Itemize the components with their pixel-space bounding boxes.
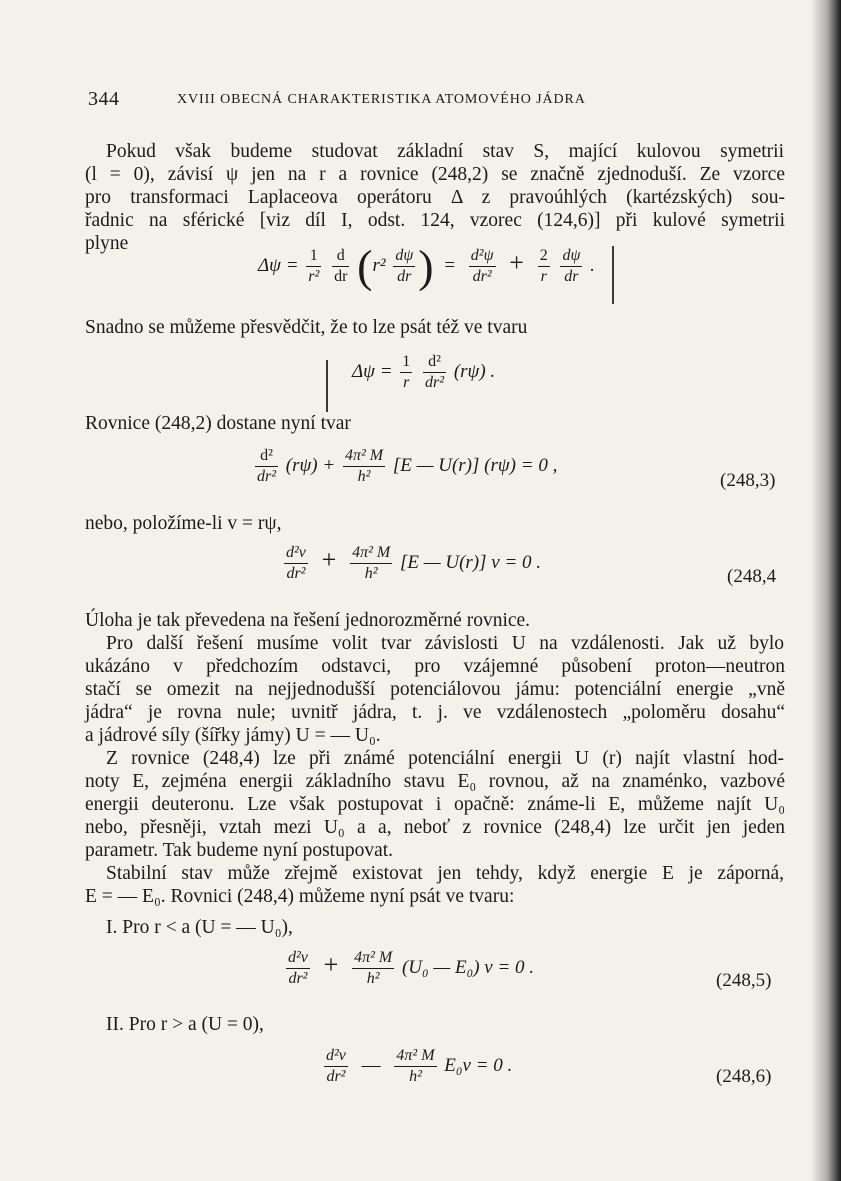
text-line: Stabilní stav může zřejmě existovat jen tehdy, když energie E je záporná, [106, 863, 784, 884]
eq-term: [E — U(r)] (rψ) = 0 , [392, 454, 558, 476]
fraction: $\frac{\text{4π² M}}{\text{h²}}$ [344, 447, 384, 485]
equation-number: (248,4 [727, 566, 777, 587]
eq-end: . [590, 254, 595, 276]
margin-bracket [612, 246, 614, 304]
text-line: nebo, položíme-li v = rψ, [85, 513, 282, 534]
fraction: $\frac{\text{d²}}{\text{dr²}}$ [425, 353, 445, 391]
fraction: $\frac{\text{d²v}}{\text{dr²}}$ [288, 949, 308, 987]
margin-bracket [326, 360, 328, 412]
fraction: $\frac{\text{4π² M}}{\text{h²}}$ [352, 544, 391, 582]
equation-248-4 [281, 543, 541, 584]
fraction: $\frac{\text{d²}}{\text{dr²}}$ [257, 447, 277, 485]
fraction: $\frac{d\psi}{dr}$ [395, 247, 414, 285]
text-line: Úloha je tak převedena na řešení jednorozměrné rovnice. [85, 610, 531, 631]
plus-sign: + [321, 544, 337, 574]
fraction: $\frac{\text{d²ψ}}{\text{dr²}}$ [470, 247, 494, 285]
running-head: XVIII OBECNÁ CHARAKTERISTIKA ATOMOVÉHO JÁDRA [177, 92, 586, 107]
text-line: řadnic na sférické [viz díl I, odst. 124, vzorec (124,6)] při kulové symetrii [85, 210, 785, 231]
fraction: $\frac{d\psi}{dr}$ [562, 247, 581, 285]
equation-number: (248,6) [716, 1066, 772, 1087]
text-line: ukázáno v předchozím odstavci, pro vzájemné působení proton—neutron [85, 656, 785, 677]
eq-sign: = [444, 254, 456, 276]
text-line: plyne [85, 233, 129, 254]
eq-term: (U₀ — E₀) v = 0 . [401, 956, 535, 978]
eq-term: [E — U(r)] v = 0 . [399, 551, 542, 573]
fraction: $\frac{\text{d²v}}{\text{dr²}}$ [286, 544, 306, 582]
text-line: II. Pro r > a (U = 0), [106, 1014, 264, 1035]
minus-sign: — [361, 1054, 381, 1076]
eq-term: (rψ) + [285, 454, 336, 476]
fraction: $\frac{1}{r}$ [402, 353, 411, 391]
text-line: Rovnice (248,2) dostane nyní tvar [85, 413, 351, 434]
fraction: $\frac{2}{r}$ [539, 247, 548, 285]
text-line: noty E, zejména energii základního stavu E₀ rovnou, až na znaménko, vazbové [85, 771, 785, 792]
eq-term: (rψ) . [453, 360, 496, 382]
text-line: E = — E₀. Rovnici (248,4) můžeme nyní psát ve tvaru: [85, 886, 515, 907]
plus-sign: + [323, 949, 339, 979]
equation-number: (248,3) [720, 470, 776, 491]
text-line: (l = 0), závisí ψ jen na r a rovnice (248,2) se značně zjednoduší. Ze vzorce [85, 164, 785, 185]
text-line: I. Pro r < a (U = — U₀), [106, 917, 293, 938]
eq-term: r² [372, 254, 386, 276]
equation-number: (248,5) [716, 970, 772, 991]
page-header [82, 88, 772, 114]
equation-248-3 [252, 446, 557, 487]
equation-248-6 [321, 1046, 512, 1087]
text-line: nebo, přesněji, vztah mezi U₀ a a, neboť z rovnice (248,4) lze určit jen jeden [85, 817, 785, 838]
page-number: 344 [88, 88, 120, 110]
text-line: stačí se omezit na nejjednodušší potenciálovou jámu: potenciální energie „vně [85, 679, 785, 700]
text-line: pro transformaci Laplaceova operátoru Δ z pravoúhlých (kartézských) sou- [85, 187, 785, 208]
fraction: $\frac{\text{d²v}}{\text{dr²}}$ [326, 1047, 346, 1085]
laplacian-alt-equation [352, 352, 495, 393]
fraction: $\frac{1}{\text{r²}}$ [308, 247, 320, 285]
paren-close: ) [418, 240, 434, 292]
text-line: jádra“ je rovna nule; uvnitř jádra, t. j. ve vzdálenostech „poloměru dosahu“ [85, 702, 785, 723]
fraction: $\frac{\text{4π² M}}{\text{h²}}$ [396, 1047, 435, 1085]
equation-248-5 [283, 948, 534, 989]
eq-term: E₀v = 0 . [444, 1054, 513, 1076]
text-line: Pro další řešení musíme volit tvar závislosti U na vzdálenosti. Jak už bylo [106, 633, 784, 654]
laplacian-equation [258, 240, 595, 292]
text-line: parametr. Tak budeme nyní postupovat. [85, 840, 394, 861]
text-line: energii deuteronu. Lze však postupovat i opačně: známe-li E, můžeme najít U₀ [85, 794, 785, 815]
fraction: $\frac{d}{dr}$ [334, 247, 348, 285]
page-edge-shadow [811, 0, 841, 1181]
eq-lhs: Δψ = [258, 254, 299, 276]
fraction: $\frac{\text{4π² M}}{\text{h²}}$ [354, 949, 393, 987]
text-line: Snadno se můžeme přesvědčit, že to lze psát též ve tvaru [85, 317, 528, 338]
eq-lhs: Δψ = [352, 360, 393, 382]
plus-sign: + [509, 247, 524, 277]
text-line: Pokud však budeme studovat základní stav S, mající kulovou symetrii [106, 141, 784, 162]
paren-open: ( [357, 240, 373, 292]
text-line: Z rovnice (248,4) lze při známé potenciální energii U (r) najít vlastní hod- [106, 748, 784, 769]
text-line: a jádrové síly (šířky jámy) U = — U₀. [85, 725, 381, 746]
